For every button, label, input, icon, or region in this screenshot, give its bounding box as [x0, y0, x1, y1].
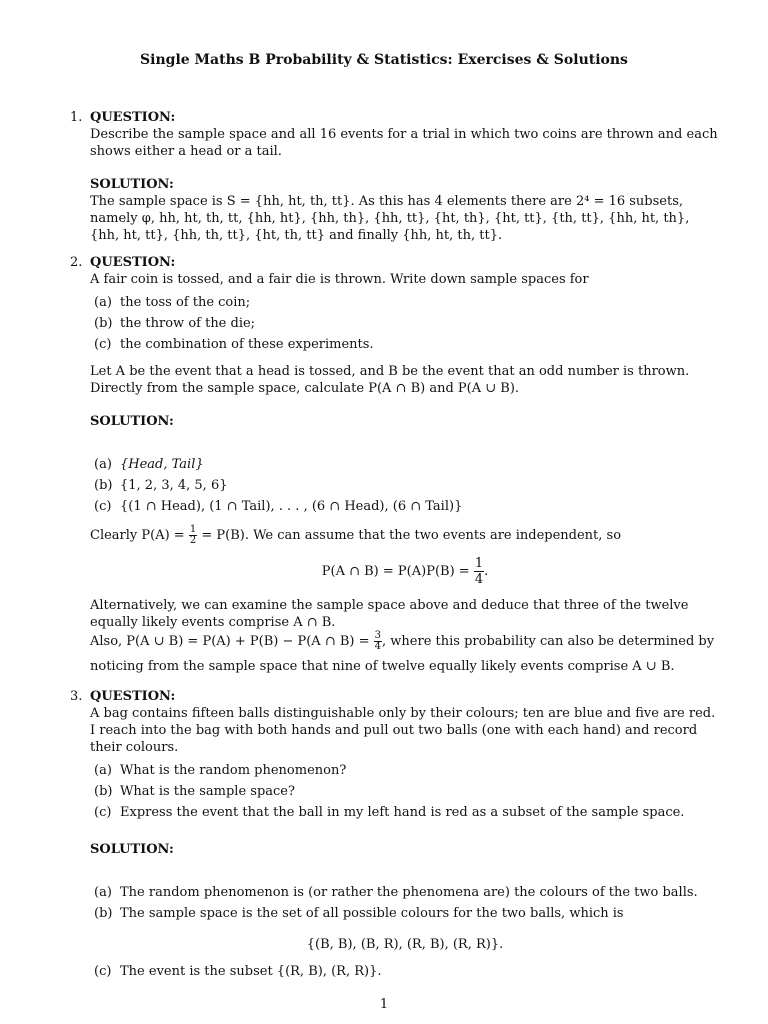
question-number: 1. — [70, 110, 83, 125]
fraction-quarter — [474, 556, 484, 587]
part-label: (c) — [94, 805, 112, 820]
alternative-text: Alternatively, we can examine the sample space above and deduce that three of the twelve equally likely events comprise A ∩ B. — [90, 598, 689, 630]
list-item — [90, 477, 720, 498]
question-parts — [90, 762, 720, 825]
union-line — [90, 631, 720, 652]
part-text: {1, 2, 3, 4, 5, 6} — [120, 478, 228, 493]
solution-heading: SOLUTION: — [90, 414, 174, 429]
part-text: Express the event that the ball in my left hand is red as a subset of the sample space. — [120, 805, 685, 820]
equation-sample-space: {(B, B), (B, R), (R, B), (R, R)}. — [306, 937, 504, 952]
part-label: (b) — [94, 478, 113, 493]
equation-independence — [90, 556, 720, 587]
list-item — [90, 336, 720, 357]
list-item — [90, 783, 720, 804]
part-label: (a) — [94, 885, 112, 900]
part-label: (c) — [94, 964, 112, 979]
question-number: 3. — [70, 689, 83, 704]
solution-heading: SOLUTION: — [90, 177, 174, 192]
list-item — [90, 762, 720, 783]
question-1 — [70, 109, 720, 244]
noticing-text: noticing from the sample space that nine of twelve equally likely events comprise A ∪ B. — [90, 659, 675, 674]
question-parts — [90, 294, 720, 357]
part-label: (b) — [94, 316, 113, 331]
list-item — [90, 884, 720, 905]
question-2 — [70, 254, 720, 675]
solution-parts — [90, 884, 720, 926]
part-label: (a) — [94, 295, 112, 310]
equation-text: P(A ∩ B) = P(A)P(B) = — [321, 564, 470, 579]
part-label: (c) — [94, 337, 112, 352]
part-text: {Head, Tail} — [120, 457, 204, 472]
part-text: What is the random phenomenon? — [120, 763, 347, 778]
part-label: (b) — [94, 784, 113, 799]
part-text: The sample space is the set of all possible colours for the two balls, which is — [120, 906, 624, 921]
solution-parts-c — [90, 963, 720, 984]
list-item — [90, 804, 720, 825]
independence-line — [90, 525, 720, 546]
solution-heading: SOLUTION: — [90, 842, 174, 857]
question-text: A bag contains fifteen balls distinguishable only by their colours; ten are blue and five are red. I reach into the bag with both hands and pull out two balls (one with each hand) and record their colours. — [90, 706, 716, 755]
part-text: The random phenomenon is (or rather the phenomena are) the colours of the two balls. — [120, 885, 698, 900]
denominator: 4 — [374, 641, 382, 652]
question-heading: QUESTION: — [90, 110, 176, 125]
part-label: (c) — [94, 499, 112, 514]
part-text: the throw of the die; — [120, 316, 256, 331]
part-text: The event is the subset {(R, B), (R, R)}. — [120, 964, 382, 979]
text-fragment: = P(B). We can assume that the two events are independent, so — [201, 528, 622, 543]
page-title: Single Maths B Probability & Statistics: Exercises & Solutions — [140, 52, 628, 68]
question-number: 2. — [70, 255, 83, 270]
part-text: {(1 ∩ Head), (1 ∩ Tail), . . . , (6 ∩ Head), (6 ∩ Tail)} — [120, 499, 463, 514]
text-fragment: Clearly P(A) = — [90, 528, 185, 543]
list-item — [90, 905, 720, 926]
part-text: the toss of the coin; — [120, 295, 251, 310]
numerator: 1 — [189, 524, 197, 535]
part-text: What is the sample space? — [120, 784, 295, 799]
question-heading: QUESTION: — [90, 689, 176, 704]
equation-end: . — [484, 564, 489, 579]
denominator: 4 — [474, 572, 484, 587]
part-text: the combination of these experiments. — [120, 337, 374, 352]
page-number: 1 — [379, 997, 389, 1012]
question-heading: QUESTION: — [90, 255, 176, 270]
question-text: Describe the sample space and all 16 events for a trial in which two coins are thrown and each shows either a head or a tail. — [90, 127, 718, 159]
solution-parts — [90, 456, 720, 519]
denominator: 2 — [189, 535, 197, 546]
numerator: 1 — [474, 556, 484, 571]
question-text: A fair coin is tossed, and a fair die is thrown. Write down sample spaces for — [90, 272, 589, 287]
list-item — [90, 498, 720, 519]
question-3 — [70, 688, 720, 990]
text-fragment: , where this probability can also be determined by — [382, 634, 715, 649]
part-label: (a) — [94, 457, 112, 472]
fraction-three-quarters — [374, 631, 382, 652]
solution-text: The sample space is S = {hh, ht, th, tt}. As this has 4 elements there are 2⁴ = 16 subsets, namely φ, hh, ht, th, tt, {hh, ht}, {hh, th}, {hh, tt}, {ht, th}, {ht, tt}, {th, tt}, {hh, ht, th}, {hh, ht, tt}, {hh, th, tt}, {ht, th, tt} and finally {hh, ht, th, tt}. — [90, 194, 690, 243]
list-item — [90, 456, 720, 477]
list-item — [90, 294, 720, 315]
question-text-2: Let A be the event that a head is tossed, and B be the event that an odd number is thrown. Directly from the sample space, calculate P(A ∩ B) and P(A ∪ B). — [90, 364, 690, 396]
numerator: 3 — [374, 630, 382, 641]
list-item — [90, 315, 720, 336]
fraction-half — [189, 525, 197, 546]
part-label: (b) — [94, 906, 113, 921]
part-label: (a) — [94, 763, 112, 778]
text-fragment: Also, P(A ∪ B) = P(A) + P(B) − P(A ∩ B) = — [90, 634, 370, 649]
list-item — [90, 963, 720, 984]
